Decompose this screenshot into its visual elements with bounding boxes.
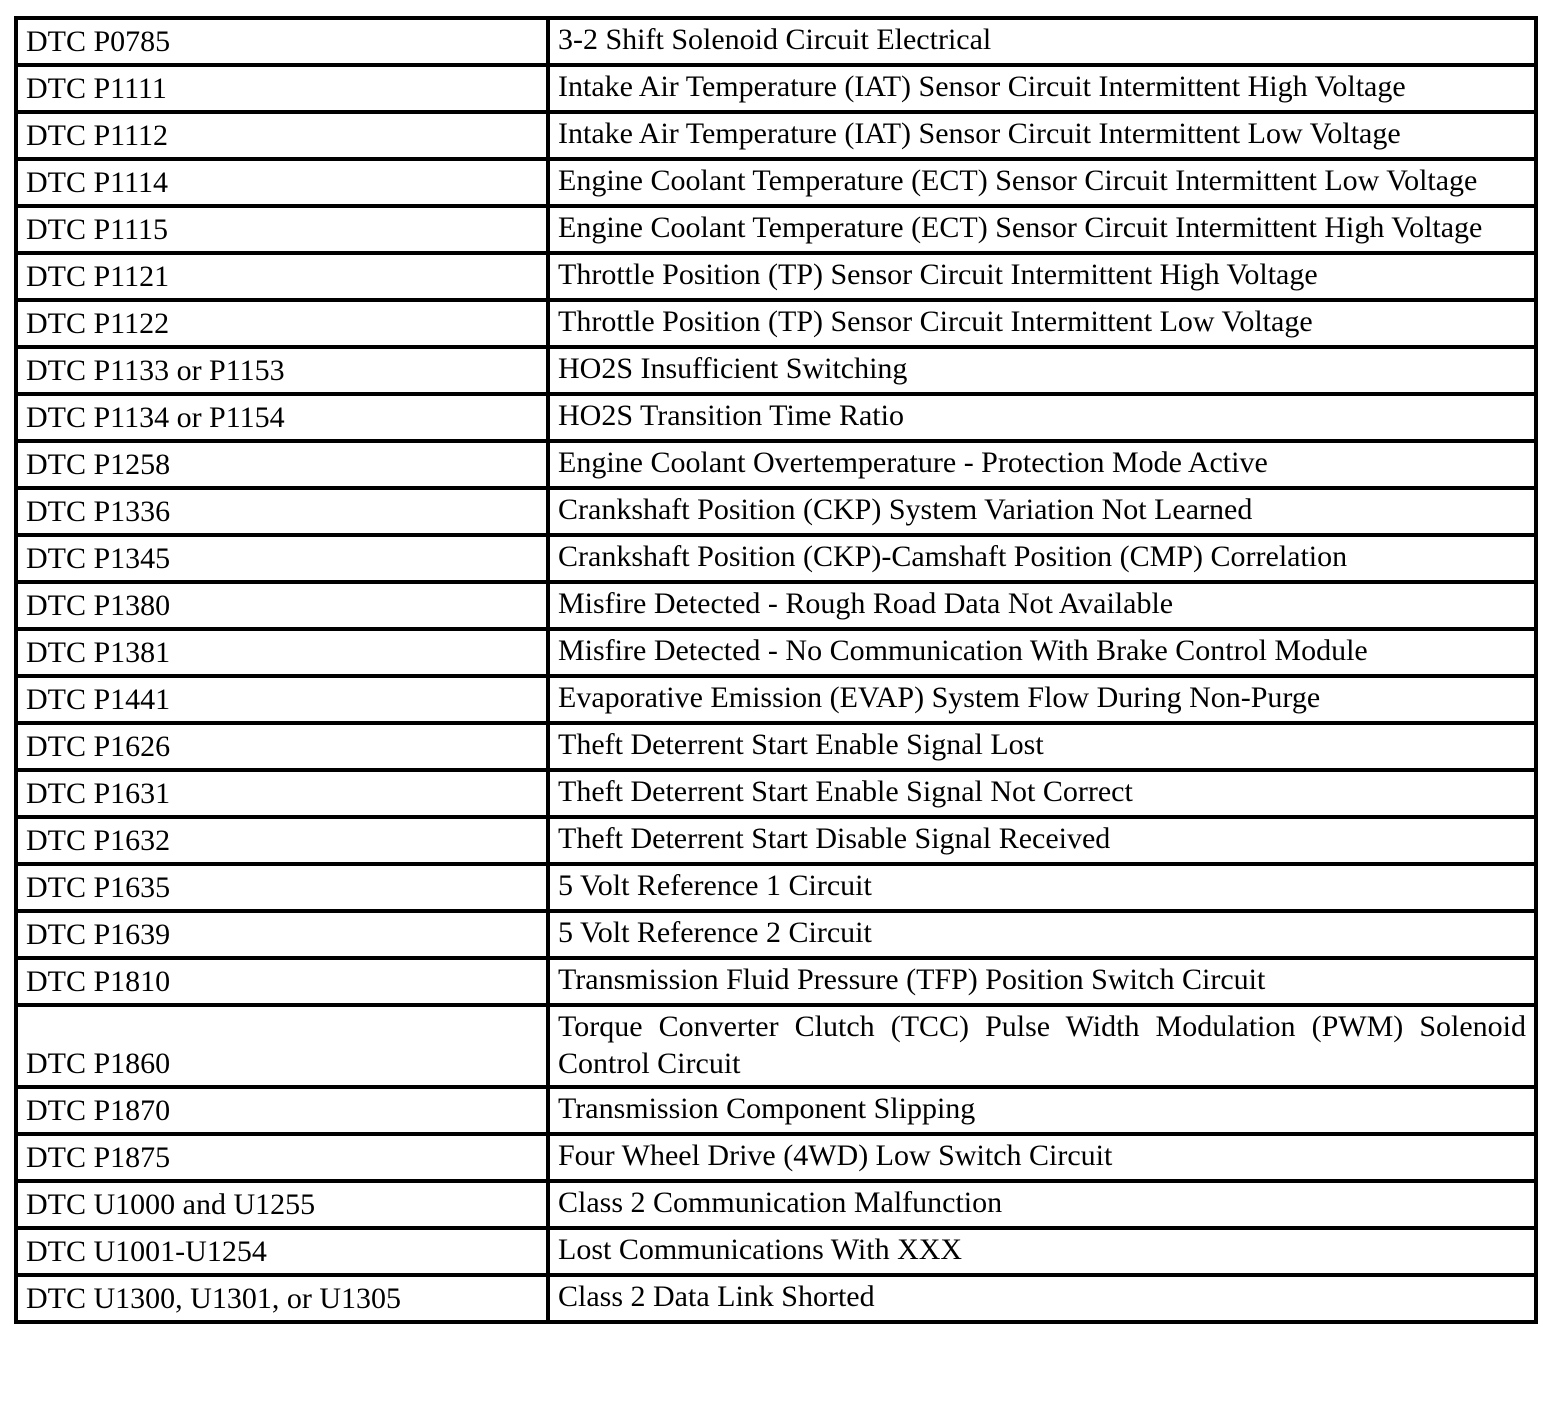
dtc-description-cell: Crankshaft Position (CKP)-Camshaft Position (CMP) Correlation bbox=[548, 535, 1536, 582]
dtc-description-cell: HO2S Transition Time Ratio bbox=[548, 394, 1536, 441]
dtc-description-cell: Lost Communications With XXX bbox=[548, 1228, 1536, 1275]
table-row bbox=[16, 958, 1536, 1005]
table-row bbox=[16, 1005, 1536, 1087]
dtc-description-cell: Intake Air Temperature (IAT) Sensor Circuit Intermittent Low Voltage bbox=[548, 112, 1536, 159]
dtc-description-cell: Theft Deterrent Start Disable Signal Received bbox=[548, 817, 1536, 864]
table-row bbox=[16, 864, 1536, 911]
table-row bbox=[16, 770, 1536, 817]
dtc-code-cell: DTC P1875 bbox=[16, 1134, 548, 1181]
table-row bbox=[16, 300, 1536, 347]
dtc-code-cell: DTC P1626 bbox=[16, 723, 548, 770]
table-row bbox=[16, 347, 1536, 394]
dtc-code-cell: DTC U1300, U1301, or U1305 bbox=[16, 1275, 548, 1322]
table-row bbox=[16, 253, 1536, 300]
table-row bbox=[16, 1181, 1536, 1228]
table-row bbox=[16, 488, 1536, 535]
dtc-code-cell: DTC U1001-U1254 bbox=[16, 1228, 548, 1275]
dtc-description-cell: Throttle Position (TP) Sensor Circuit Intermittent High Voltage bbox=[548, 253, 1536, 300]
dtc-description-cell: 5 Volt Reference 1 Circuit bbox=[548, 864, 1536, 911]
table-row bbox=[16, 817, 1536, 864]
dtc-code-cell: DTC P1635 bbox=[16, 864, 548, 911]
dtc-description-cell: 5 Volt Reference 2 Circuit bbox=[548, 911, 1536, 958]
dtc-code-cell: DTC U1000 and U1255 bbox=[16, 1181, 548, 1228]
table-row bbox=[16, 394, 1536, 441]
table-row bbox=[16, 18, 1536, 65]
table-row bbox=[16, 723, 1536, 770]
dtc-code-cell: DTC P1345 bbox=[16, 535, 548, 582]
dtc-description-cell: Engine Coolant Temperature (ECT) Sensor Circuit Intermittent High Voltage bbox=[548, 206, 1536, 253]
dtc-description-cell: Evaporative Emission (EVAP) System Flow During Non-Purge bbox=[548, 676, 1536, 723]
table-row bbox=[16, 911, 1536, 958]
dtc-code-cell: DTC P1441 bbox=[16, 676, 548, 723]
dtc-code-cell: DTC P1111 bbox=[16, 65, 548, 112]
dtc-code-cell: DTC P1133 or P1153 bbox=[16, 347, 548, 394]
dtc-table bbox=[14, 16, 1538, 1324]
dtc-code-cell: DTC P1112 bbox=[16, 112, 548, 159]
table-row bbox=[16, 1134, 1536, 1181]
table-row bbox=[16, 1275, 1536, 1322]
dtc-code-cell: DTC P1115 bbox=[16, 206, 548, 253]
dtc-description-cell: Transmission Fluid Pressure (TFP) Position Switch Circuit bbox=[548, 958, 1536, 1005]
dtc-code-cell: DTC P1870 bbox=[16, 1087, 548, 1134]
dtc-description-cell: Class 2 Data Link Shorted bbox=[548, 1275, 1536, 1322]
dtc-description-cell: Misfire Detected - Rough Road Data Not Available bbox=[548, 582, 1536, 629]
dtc-code-cell: DTC P1810 bbox=[16, 958, 548, 1005]
dtc-code-cell: DTC P1639 bbox=[16, 911, 548, 958]
dtc-table-body bbox=[16, 18, 1536, 1322]
dtc-description-cell: Class 2 Communication Malfunction bbox=[548, 1181, 1536, 1228]
dtc-description-cell: Engine Coolant Overtemperature - Protection Mode Active bbox=[548, 441, 1536, 488]
table-row bbox=[16, 159, 1536, 206]
dtc-description-cell: 3-2 Shift Solenoid Circuit Electrical bbox=[548, 18, 1536, 65]
table-row bbox=[16, 1228, 1536, 1275]
table-row bbox=[16, 629, 1536, 676]
dtc-description-cell: Intake Air Temperature (IAT) Sensor Circuit Intermittent High Voltage bbox=[548, 65, 1536, 112]
table-row bbox=[16, 676, 1536, 723]
dtc-description-cell: Transmission Component Slipping bbox=[548, 1087, 1536, 1134]
table-row bbox=[16, 535, 1536, 582]
table-row bbox=[16, 65, 1536, 112]
table-row bbox=[16, 1087, 1536, 1134]
table-row bbox=[16, 206, 1536, 253]
dtc-code-cell: DTC P0785 bbox=[16, 18, 548, 65]
dtc-description-cell: Crankshaft Position (CKP) System Variation Not Learned bbox=[548, 488, 1536, 535]
dtc-code-cell: DTC P1134 or P1154 bbox=[16, 394, 548, 441]
dtc-description-cell: HO2S Insufficient Switching bbox=[548, 347, 1536, 394]
dtc-code-cell: DTC P1860 bbox=[16, 1005, 548, 1087]
dtc-description-cell: Engine Coolant Temperature (ECT) Sensor Circuit Intermittent Low Voltage bbox=[548, 159, 1536, 206]
dtc-code-cell: DTC P1258 bbox=[16, 441, 548, 488]
table-row bbox=[16, 582, 1536, 629]
table-row bbox=[16, 441, 1536, 488]
dtc-code-cell: DTC P1631 bbox=[16, 770, 548, 817]
dtc-description-cell: Theft Deterrent Start Enable Signal Lost bbox=[548, 723, 1536, 770]
dtc-code-cell: DTC P1121 bbox=[16, 253, 548, 300]
dtc-code-cell: DTC P1380 bbox=[16, 582, 548, 629]
dtc-description-cell: Theft Deterrent Start Enable Signal Not Correct bbox=[548, 770, 1536, 817]
dtc-description-cell: Torque Converter Clutch (TCC) Pulse Width Modulation (PWM) Solenoid Control Circuit bbox=[548, 1005, 1536, 1087]
dtc-description-cell: Four Wheel Drive (4WD) Low Switch Circuit bbox=[548, 1134, 1536, 1181]
dtc-code-cell: DTC P1114 bbox=[16, 159, 548, 206]
dtc-description-cell: Throttle Position (TP) Sensor Circuit Intermittent Low Voltage bbox=[548, 300, 1536, 347]
dtc-description-cell: Misfire Detected - No Communication With Brake Control Module bbox=[548, 629, 1536, 676]
dtc-code-cell: DTC P1632 bbox=[16, 817, 548, 864]
table-row bbox=[16, 112, 1536, 159]
dtc-code-cell: DTC P1381 bbox=[16, 629, 548, 676]
dtc-code-cell: DTC P1122 bbox=[16, 300, 548, 347]
dtc-code-cell: DTC P1336 bbox=[16, 488, 548, 535]
